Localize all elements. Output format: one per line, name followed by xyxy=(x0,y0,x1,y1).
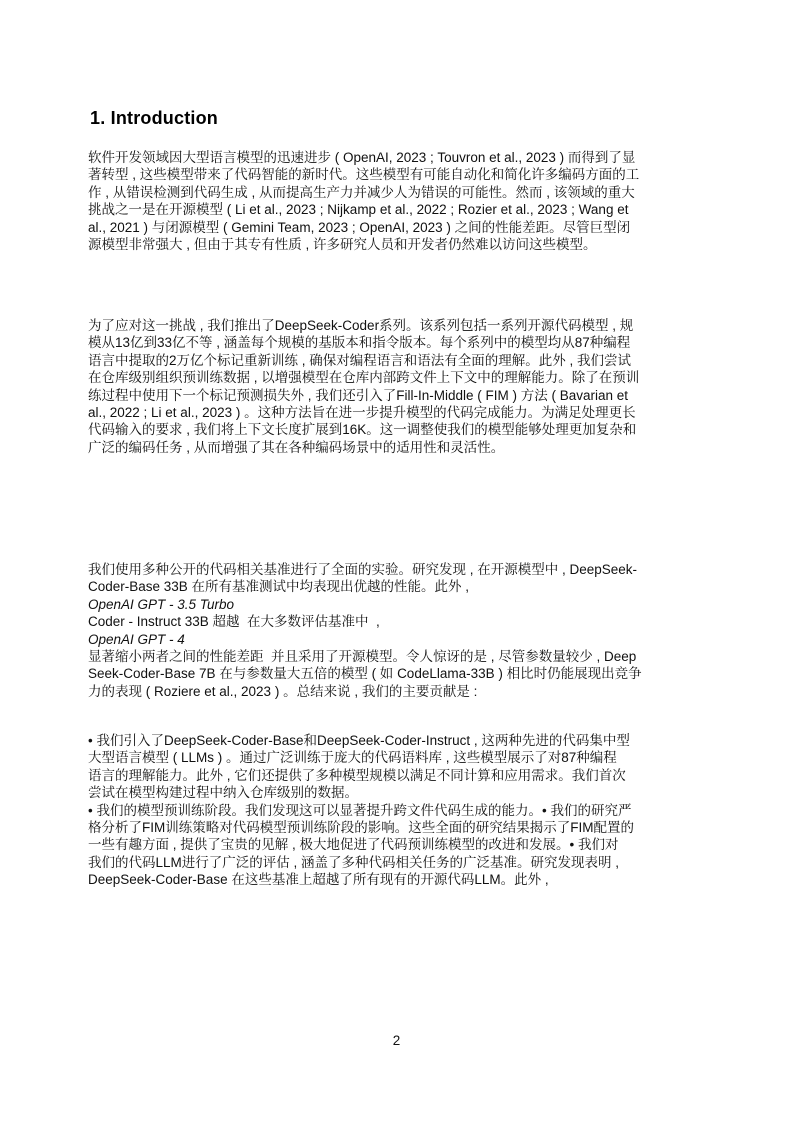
text-line: Coder - Instruct 33B 超越 在大多数评估基准中 , xyxy=(88,614,380,630)
text-line: 力的表现 ( Roziere et al., 2023 ) 。总结来说 , 我们的主要贡献是 : xyxy=(88,683,478,699)
contributions-bullet-list xyxy=(88,732,710,889)
text-line: Seek-Coder-Base 7B 在与参数量大五倍的模型 ( 如 CodeLlama-33B ) 相比时仍能展现出竞争 xyxy=(88,666,642,682)
bullet-line: 格分析了FIM训练策略对代码模型预训练阶段的影响。这些全面的研究结果揭示了FIM配置的 xyxy=(88,820,634,836)
bullet-line: 我们的代码LLM进行了广泛的评估 , 涵盖了多种代码相关任务的广泛基准。研究发现表明 , xyxy=(88,854,620,870)
text-line: al., 2022 ; Li et al., 2023 ) 。这种方法旨在进一步提升模型的代码完成能力。为满足处理更长 xyxy=(88,405,636,421)
text-line: 著转型 , 这些模型带来了代码智能的新时代。这些模型有可能自动化和简化许多编码方面的工 xyxy=(88,167,640,183)
bullet-line: • 我们引入了DeepSeek-Coder-Base和DeepSeek-Coder-Instruct , 这两种先进的代码集中型 xyxy=(88,733,630,748)
model-name-italic-line: OpenAI GPT - 4 xyxy=(88,631,185,647)
text-line: 代码输入的要求 , 我们将上下文长度扩展到16K。这一调整使我们的模型能够处理更加复杂和 xyxy=(88,422,637,438)
section-heading: 1. Introduction xyxy=(90,108,218,128)
paragraph-intro-2 xyxy=(88,317,710,456)
bullet-line: 语言的理解能力。此外 , 它们还提供了多种模型规模以满足不同计算和应用需求。我们首次 xyxy=(88,767,626,783)
text-line: 源模型非常强大 , 但由于其专有性质 , 许多研究人员和开发者仍然难以访问这些模型。 xyxy=(88,237,597,253)
text-line: 练过程中使用下一个标记预测损失外 , 我们还引入了Fill-In-Middle ( FIM ) 方法 ( Bavarian et xyxy=(88,387,629,403)
page-number: 2 xyxy=(392,1033,401,1048)
text-line: 软件开发领域因大型语言模型的迅速进步 ( OpenAI, 2023 ; Touvron et al., 2023 ) 而得到了显 xyxy=(88,150,636,165)
text-line: 挑战之一是在开源模型 ( Li et al., 2023 ; Nijkamp et al., 2022 ; Rozier et al., 2023 ; Wang et xyxy=(88,202,629,218)
model-name-italic-line: OpenAI GPT - 3.5 Turbo xyxy=(88,596,235,612)
text-line: 我们使用多种公开的代码相关基准进行了全面的实验。研究发现 , 在开源模型中 , DeepSeek- xyxy=(88,562,638,577)
bullet-line: 一些有趣方面 , 提供了宝贵的见解 , 极大地促进了代码预训练模型的改进和发展。• 我们对 xyxy=(88,837,619,853)
bullet-line: DeepSeek-Coder-Base 在这些基准上超越了所有现有的开源代码LLM。此外 , xyxy=(88,872,549,888)
paragraph-intro-3 xyxy=(88,561,710,700)
text-line: 模从13亿到33亿不等 , 涵盖每个规模的基版本和指令版本。每个系列中的模型均从87种编程 xyxy=(88,335,631,351)
text-line: 显著缩小两者之间的性能差距 并且采用了开源模型。令人惊讶的是 , 尽管参数量较少 , Deep xyxy=(88,649,637,665)
text-line: 广泛的编码任务 , 从而增强了其在各种编码场景中的适用性和灵活性。 xyxy=(88,439,505,455)
text-line: 作 , 从错误检测到代码生成 , 从而提高生产力并减少人为错误的可能性。然而 , 该领域的重大 xyxy=(88,184,635,200)
paragraph-intro-1 xyxy=(88,149,710,253)
bullet-line: 尝试在模型构建过程中纳入仓库级别的数据。 xyxy=(88,785,358,801)
text-line: 为了应对这一挑战 , 我们推出了DeepSeek-Coder系列。该系列包括一系列开源代码模型 , 规 xyxy=(88,318,634,333)
text-line: Coder-Base 33B 在所有基准测试中均表现出优越的性能。此外 , xyxy=(88,579,470,595)
text-line: al., 2021 ) 与闭源模型 ( Gemini Team, 2023 ; OpenAI, 2023 ) 之间的性能差距。尽管巨型闭 xyxy=(88,219,631,235)
bullet-line: 大型语言模型 ( LLMs ) 。通过广泛训练于庞大的代码语料库 , 这些模型展示了对87种编程 xyxy=(88,750,617,766)
text-line: 语言中提取的2万亿个标记重新训练 , 确保对编程语言和语法有全面的理解。此外 , 我们尝试 xyxy=(88,352,632,368)
text-line: 在仓库级别组织预训练数据 , 以增强模型在仓库内部跨文件上下文中的理解能力。除了在预训 xyxy=(88,370,640,386)
bullet-line: • 我们的模型预训练阶段。我们发现这可以显著提升跨文件代码生成的能力。• 我们的研究严 xyxy=(88,802,632,818)
